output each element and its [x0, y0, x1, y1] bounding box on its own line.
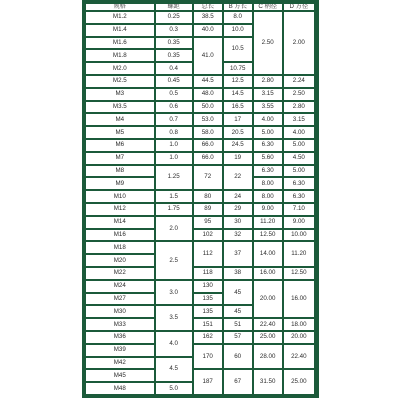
length-cell: 41.0	[194, 38, 222, 74]
b-length-cell: 17	[224, 114, 252, 125]
d-diameter-cell: 4.50	[284, 153, 314, 164]
pitch-cell: 1.25	[156, 166, 192, 190]
b-length-cell: 22	[224, 166, 252, 190]
d-diameter-cell: 20.00	[284, 332, 314, 343]
size-cell: M2.5	[86, 76, 154, 87]
size-cell: M39	[86, 345, 154, 356]
d-diameter-cell: 11.20	[284, 242, 314, 266]
length-cell: 50.0	[194, 102, 222, 113]
length-cell: 53.0	[194, 114, 222, 125]
c-diameter-cell: 4.00	[254, 114, 282, 125]
table-row	[86, 127, 314, 138]
length-cell: 80	[194, 191, 222, 202]
header-pitch: 螺距	[156, 4, 192, 10]
size-cell: M45	[86, 370, 154, 381]
size-cell: M33	[86, 319, 154, 330]
header-b-square-length: B 方长	[224, 4, 252, 10]
b-length-cell: 10.75	[224, 63, 252, 74]
pitch-cell: 0.7	[156, 114, 192, 125]
pitch-cell: 1.75	[156, 204, 192, 215]
b-length-cell: 8.0	[224, 12, 252, 23]
c-diameter-cell: 9.00	[254, 204, 282, 215]
c-diameter-cell: 22.40	[254, 319, 282, 330]
header-d-square-diameter: D 方径	[284, 4, 314, 10]
size-cell: M10	[86, 191, 154, 202]
length-cell: 58.0	[194, 127, 222, 138]
size-cell: M8	[86, 166, 154, 177]
c-diameter-cell: 6.30	[254, 140, 282, 151]
size-cell: M12	[86, 204, 154, 215]
b-length-cell: 10.0	[224, 25, 252, 36]
b-length-cell: 19	[224, 153, 252, 164]
d-diameter-cell: 3.15	[284, 114, 314, 125]
b-length-cell: 60	[224, 345, 252, 369]
c-diameter-cell: 31.50	[254, 370, 282, 394]
pitch-cell: 0.5	[156, 89, 192, 100]
pitch-cell: 2.0	[156, 217, 192, 241]
b-length-cell: 10.5	[224, 38, 252, 62]
b-length-cell: 38	[224, 268, 252, 279]
pitch-cell: 0.25	[156, 12, 192, 23]
c-diameter-cell: 16.00	[254, 268, 282, 279]
d-diameter-cell: 6.30	[284, 191, 314, 202]
table-row	[86, 242, 314, 253]
length-cell: 162	[194, 332, 222, 343]
c-diameter-cell: 6.30	[254, 166, 282, 177]
pitch-cell: 3.0	[156, 281, 192, 305]
length-cell: 118	[194, 268, 222, 279]
pitch-cell: 0.6	[156, 102, 192, 113]
pitch-cell: 1.0	[156, 140, 192, 151]
size-cell: M1.4	[86, 25, 154, 36]
c-diameter-cell: 8.00	[254, 191, 282, 202]
d-diameter-cell: 4.00	[284, 127, 314, 138]
size-cell: M36	[86, 332, 154, 343]
b-length-cell: 24.5	[224, 140, 252, 151]
pitch-cell: 5.0	[156, 383, 192, 394]
length-cell: 40.0	[194, 25, 222, 36]
header-row	[86, 4, 314, 10]
size-cell: M6	[86, 140, 154, 151]
c-diameter-cell: 2.80	[254, 76, 282, 87]
length-cell: 135	[194, 294, 222, 305]
size-cell: M48	[86, 383, 154, 394]
c-diameter-cell: 25.00	[254, 332, 282, 343]
table-row	[86, 370, 314, 381]
b-length-cell: 29	[224, 204, 252, 215]
size-cell: M1.6	[86, 38, 154, 49]
table-row	[86, 204, 314, 215]
pitch-cell: 0.3	[156, 25, 192, 36]
length-cell: 66.0	[194, 153, 222, 164]
d-diameter-cell: 5.00	[284, 140, 314, 151]
d-diameter-cell: 22.40	[284, 345, 314, 369]
c-diameter-cell: 8.00	[254, 178, 282, 189]
table-row	[86, 12, 314, 23]
table-row	[86, 102, 314, 113]
c-diameter-cell: 5.60	[254, 153, 282, 164]
size-cell: M1.8	[86, 50, 154, 61]
length-cell: 95	[194, 217, 222, 228]
d-diameter-cell: 2.24	[284, 76, 314, 87]
header-size: 规格	[86, 4, 154, 10]
length-cell: 38.5	[194, 12, 222, 23]
table-row	[86, 76, 314, 87]
c-diameter-cell: 12.50	[254, 230, 282, 241]
header-total-length: 总长	[194, 4, 222, 10]
c-diameter-cell: 14.00	[254, 242, 282, 266]
length-cell: 44.5	[194, 76, 222, 87]
d-diameter-cell: 9.00	[284, 217, 314, 228]
table-row	[86, 114, 314, 125]
d-diameter-cell: 2.80	[284, 102, 314, 113]
table-row	[86, 191, 314, 202]
c-diameter-cell: 28.00	[254, 345, 282, 369]
table-row	[86, 166, 314, 177]
b-length-cell: 30	[224, 217, 252, 228]
d-diameter-cell: 7.10	[284, 204, 314, 215]
size-cell: M20	[86, 255, 154, 266]
b-length-cell: 67	[224, 370, 252, 394]
length-cell: 102	[194, 230, 222, 241]
length-cell: 48.0	[194, 89, 222, 100]
table-row	[86, 268, 314, 279]
d-diameter-cell: 25.00	[284, 370, 314, 394]
c-diameter-cell: 3.55	[254, 102, 282, 113]
b-length-cell: 12.5	[224, 76, 252, 87]
b-length-cell: 16.5	[224, 102, 252, 113]
length-cell: 72	[194, 166, 222, 190]
d-diameter-cell: 2.00	[284, 12, 314, 74]
pitch-cell: 2.5	[156, 242, 192, 278]
size-cell: M4	[86, 114, 154, 125]
table-row	[86, 319, 314, 330]
b-length-cell: 57	[224, 332, 252, 343]
pitch-cell: 1.0	[156, 153, 192, 164]
size-cell: M16	[86, 230, 154, 241]
b-length-cell: 45	[224, 306, 252, 317]
c-diameter-cell: 2.50	[254, 12, 282, 74]
table-row	[86, 230, 314, 241]
size-cell: M3.5	[86, 102, 154, 113]
size-cell: M27	[86, 294, 154, 305]
b-length-cell: 32	[224, 230, 252, 241]
size-cell: M7	[86, 153, 154, 164]
size-cell: M42	[86, 358, 154, 369]
c-diameter-cell: 20.00	[254, 281, 282, 317]
table-row	[86, 89, 314, 100]
b-length-cell: 20.5	[224, 127, 252, 138]
b-length-cell: 14.5	[224, 89, 252, 100]
thread-spec-table	[84, 2, 316, 396]
pitch-cell: 4.0	[156, 332, 192, 356]
size-cell: M30	[86, 306, 154, 317]
pitch-cell: 0.35	[156, 50, 192, 61]
c-diameter-cell: 5.00	[254, 127, 282, 138]
pitch-cell: 0.45	[156, 76, 192, 87]
table-row	[86, 345, 314, 356]
pitch-cell: 1.5	[156, 191, 192, 202]
b-length-cell: 37	[224, 242, 252, 266]
size-cell: M1.2	[86, 12, 154, 23]
pitch-cell: 4.5	[156, 358, 192, 382]
b-length-cell: 51	[224, 319, 252, 330]
length-cell: 112	[194, 242, 222, 266]
pitch-cell: 3.5	[156, 306, 192, 330]
d-diameter-cell: 10.00	[284, 230, 314, 241]
size-cell: M14	[86, 217, 154, 228]
pitch-cell: 0.4	[156, 63, 192, 74]
d-diameter-cell: 5.00	[284, 166, 314, 177]
length-cell: 187	[194, 370, 222, 394]
size-cell: M3	[86, 89, 154, 100]
b-length-cell: 24	[224, 191, 252, 202]
b-length-cell: 45	[224, 281, 252, 305]
table-row	[86, 153, 314, 164]
pitch-cell: 0.8	[156, 127, 192, 138]
size-cell: M22	[86, 268, 154, 279]
length-cell: 151	[194, 319, 222, 330]
pitch-cell: 0.35	[156, 38, 192, 49]
table-row	[86, 217, 314, 228]
table-row	[86, 332, 314, 343]
d-diameter-cell: 6.30	[284, 178, 314, 189]
c-diameter-cell: 3.15	[254, 89, 282, 100]
length-cell: 130	[194, 281, 222, 292]
length-cell: 89	[194, 204, 222, 215]
length-cell: 170	[194, 345, 222, 369]
size-cell: M5	[86, 127, 154, 138]
d-diameter-cell: 18.00	[284, 319, 314, 330]
header-c-shank-diameter: C 柄径	[254, 4, 282, 10]
size-cell: M2.0	[86, 63, 154, 74]
table-row	[86, 140, 314, 151]
size-cell: M24	[86, 281, 154, 292]
size-cell: M18	[86, 242, 154, 253]
size-cell: M9	[86, 178, 154, 189]
length-cell: 135	[194, 306, 222, 317]
d-diameter-cell: 16.00	[284, 281, 314, 317]
length-cell: 66.0	[194, 140, 222, 151]
table-row	[86, 281, 314, 292]
c-diameter-cell: 11.20	[254, 217, 282, 228]
d-diameter-cell: 12.50	[284, 268, 314, 279]
d-diameter-cell: 2.50	[284, 89, 314, 100]
